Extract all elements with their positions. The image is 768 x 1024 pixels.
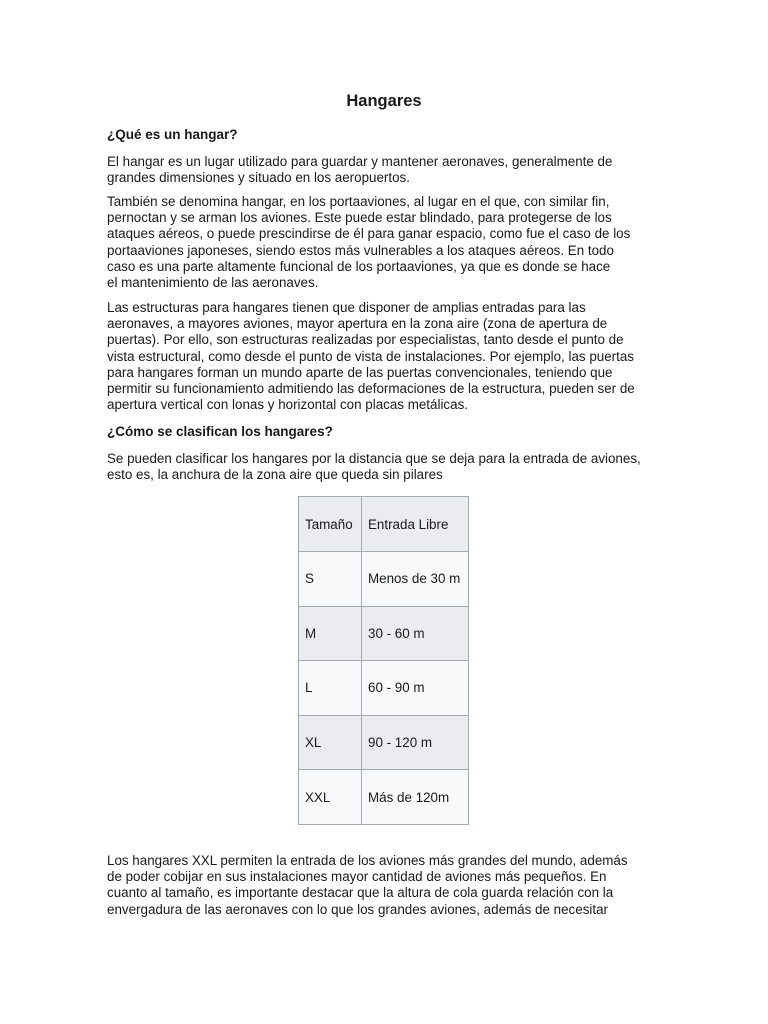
text-line: puertas). Por ello, son estructuras realizadas por especialistas, tanto desde el punto de — [107, 332, 624, 348]
text-line: caso es una parte altamente funcional de los portaaviones, ya que es donde se hace — [107, 258, 611, 274]
text-line: envergadura de las aeronaves con lo que los grandes aviones, además de necesitar — [107, 901, 608, 917]
table-row — [299, 770, 469, 825]
table-row — [299, 552, 469, 607]
table-header-entrada-libre: Entrada Libre — [362, 497, 469, 552]
text-line: grandes dimensiones y situado en los aeropuertos. — [107, 170, 410, 186]
table-cell-entrance: Menos de 30 m — [362, 552, 469, 607]
text-line: Se pueden clasificar los hangares por la distancia que se deja para la entrada de aviones, — [107, 451, 641, 466]
table-cell-size: L — [299, 661, 362, 716]
text-line: aeronaves, a mayores aviones, mayor apertura en la zona aire (zona de apertura de — [107, 316, 608, 332]
heading-como-se-clasifican: ¿Cómo se clasifican los hangares? — [107, 424, 333, 439]
text-line: pernoctan y se arman los aviones. Este puede estar blindado, para protegerse de los — [107, 210, 612, 226]
table-cell-entrance: Más de 120m — [362, 770, 469, 825]
text-line: permitir su funcionamiento admitiendo las deformaciones de la estructura, pueden ser de — [107, 381, 635, 397]
text-line: cuanto al tamaño, es importante destacar que la altura de cola guarda relación con la — [107, 885, 614, 901]
heading-que-es-hangar: ¿Qué es un hangar? — [107, 127, 238, 142]
text-line: Los hangares XXL permiten la entrada de los aviones más grandes del mundo, además — [107, 853, 628, 868]
page-title: Hangares — [346, 92, 422, 110]
text-line: esto es, la anchura de la zona aire que queda sin pilares — [107, 467, 443, 483]
text-line: vista estructural, como desde el punto de vista de instalaciones. Por ejemplo, las puertas — [107, 348, 634, 364]
text-line: el mantenimiento de las aeronaves. — [107, 275, 319, 291]
table-row — [299, 606, 469, 661]
table-header-tamano: Tamaño — [299, 497, 362, 552]
table-cell-entrance: 30 - 60 m — [362, 606, 469, 661]
hangar-size-table — [298, 496, 469, 825]
text-line: apertura vertical con lonas y horizontal con placas metálicas. — [107, 397, 468, 413]
table-row — [299, 715, 469, 770]
table-cell-size: M — [299, 606, 362, 661]
text-line: El hangar es un lugar utilizado para guardar y mantener aeronaves, generalmente de — [107, 154, 613, 169]
table-row — [299, 661, 469, 716]
paragraph-estructuras — [107, 300, 667, 413]
table-cell-entrance: 90 - 120 m — [362, 715, 469, 770]
paragraph-hangares-xxl — [107, 853, 667, 918]
table-cell-size: XL — [299, 715, 362, 770]
text-line: de poder cobijar en sus instalaciones mayor cantidad de aviones más pequeños. En — [107, 869, 607, 885]
text-line: Las estructuras para hangares tienen que disponer de amplias entradas para las — [107, 300, 586, 315]
text-line: También se denomina hangar, en los portaaviones, al lugar en el que, con similar fin, — [107, 194, 610, 209]
table-cell-size: S — [299, 552, 362, 607]
text-line: portaaviones japoneses, siendo estos más vulnerables a los ataques aéreos. En todo — [107, 242, 614, 258]
paragraph-definition — [107, 154, 667, 186]
text-line: para hangares forman un mundo aparte de las puertas convencionales, teniendo que — [107, 364, 613, 380]
table-cell-entrance: 60 - 90 m — [362, 661, 469, 716]
paragraph-clasificacion — [107, 451, 667, 483]
text-line: ataques aéreos, o puede prescindirse de él para ganar espacio, como fue el caso de los — [107, 226, 631, 242]
paragraph-portaaviones — [107, 194, 667, 291]
table-cell-size: XXL — [299, 770, 362, 825]
